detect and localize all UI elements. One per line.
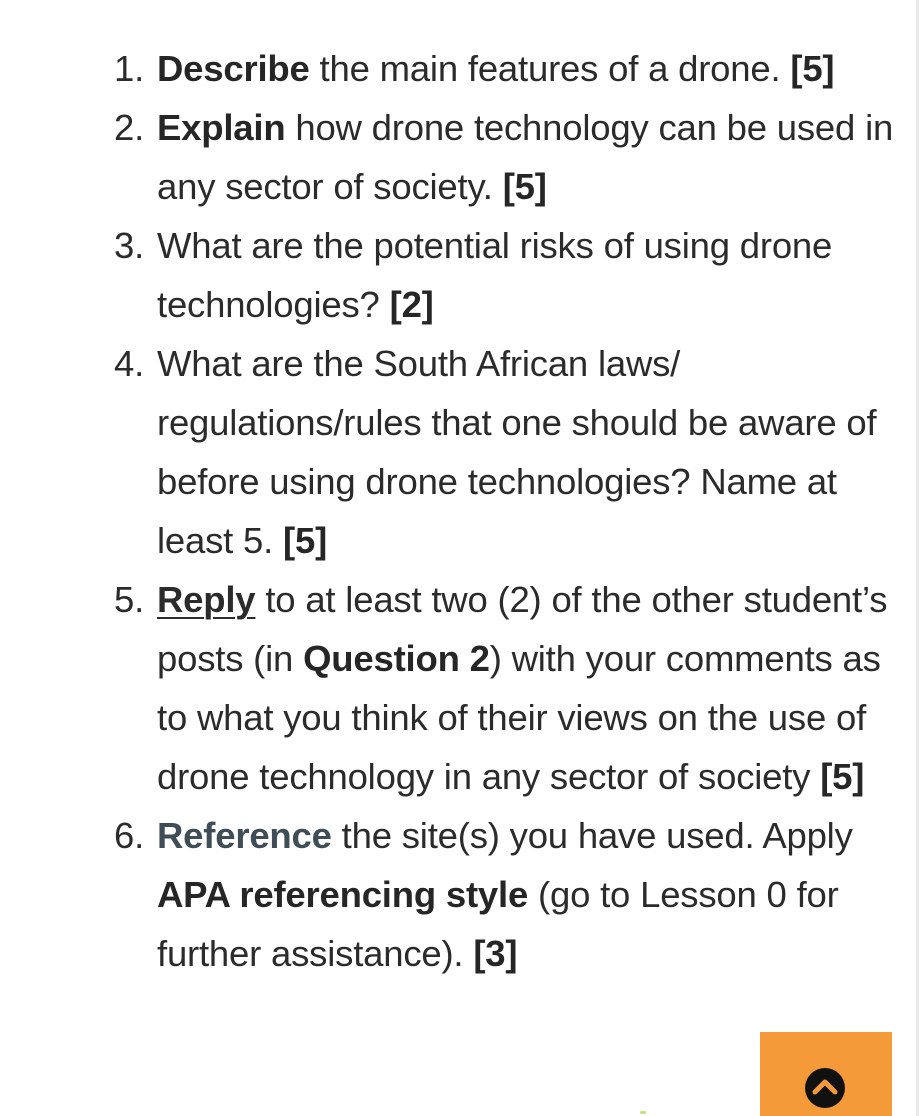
question-item [0, 216, 905, 334]
question-text: (go to Lesson 0 for further assistance). [157, 874, 839, 974]
partial-decoration [640, 1111, 646, 1114]
question-emphasis: APA referencing style [157, 874, 529, 915]
question-text: the main features of a drone. [309, 48, 791, 89]
reply-link[interactable]: Reply [157, 579, 256, 620]
question-text: the site(s) you have used. Apply [331, 815, 853, 856]
question-item [0, 98, 905, 216]
question-marks: [5] [502, 166, 547, 207]
question-verb: Describe [157, 48, 310, 89]
question-number: 1. [114, 48, 145, 89]
question-verb: Explain [157, 107, 286, 148]
question-number: 6. [114, 815, 145, 856]
question-item [0, 39, 905, 98]
question-number: 2. [114, 107, 145, 148]
question-item [0, 806, 905, 983]
question-marks: [3] [473, 933, 518, 974]
question-marks: [2] [389, 284, 434, 325]
scroll-to-top-button[interactable] [760, 1032, 892, 1116]
question-text: how drone technology can be used in any sector of society. [157, 107, 894, 207]
question-item [0, 334, 905, 570]
chevron-up-circle-icon [804, 1067, 846, 1109]
question-text: to at least two (2) of the other student’s posts (in [157, 579, 888, 679]
question-number: 4. [114, 343, 145, 384]
question-marks: [5] [283, 520, 328, 561]
question-text: What are the potential risks of using drone technologies? [157, 225, 833, 325]
question-number: 3. [114, 225, 145, 266]
reference-link[interactable]: Reference [157, 815, 332, 856]
question-text: ) with your comments as to what you think of their views on the use of drone technology in any sector of society [157, 638, 881, 797]
question-text: What are the South African laws/ regulations/rules that one should be aware of before using drone technologies? Name at least 5. [157, 343, 877, 561]
question-marks: [5] [820, 756, 865, 797]
question-emphasis: Question 2 [303, 638, 490, 679]
question-item [0, 570, 905, 806]
question-marks: [5] [790, 48, 835, 89]
question-list [0, 39, 905, 983]
question-number: 5. [114, 579, 145, 620]
